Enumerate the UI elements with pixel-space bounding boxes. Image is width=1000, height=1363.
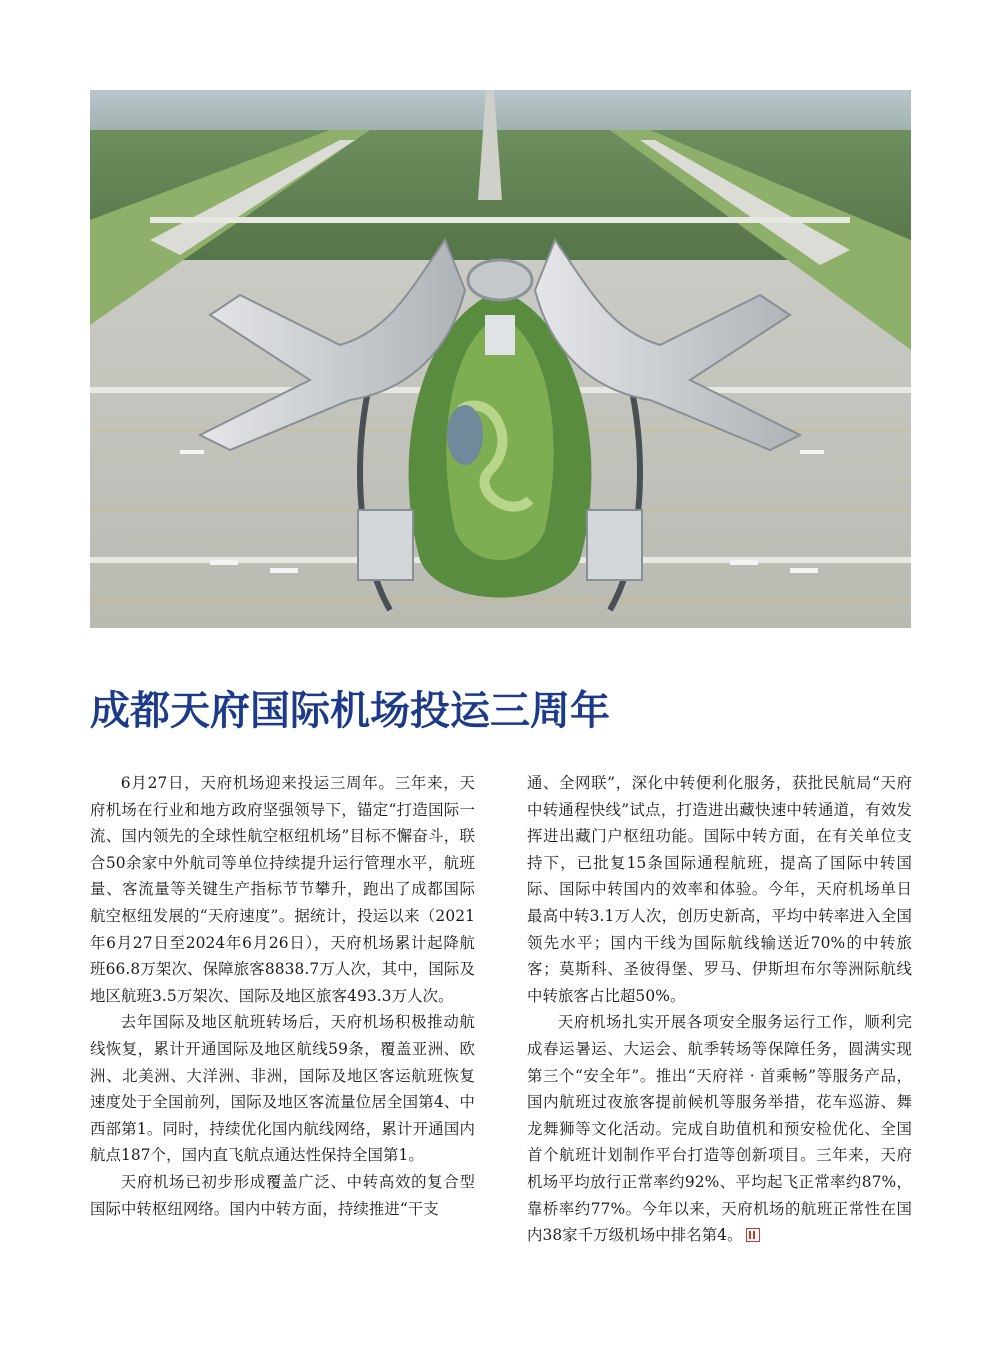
paragraph-transfer-continued: 通、全网联”，深化中转便利化服务，获批民航局“天府中转通程快线”试点，打造进出藏快速中转通道，有效发挥进出藏门户枢纽功能。国际中转方面，在有关单位支持下，已批复15条国际通程航班，提高了国际中转国际、国际中转国内的效率和体验。今年，天府机场单日最高中转3.1万人次，创历史新高，平均中转率进入全国领先水平；国内干线为国际航线输送近70%的中转旅客；莫斯科、圣彼得堡、罗马、伊斯坦布尔等洲际航线中转旅客占比超50%。 xyxy=(527,774,912,1005)
body-column-right xyxy=(527,770,912,1249)
end-mark-icon xyxy=(746,1228,760,1242)
article-title: 成都天府国际机场投运三周年 xyxy=(90,687,610,734)
paragraph-transfer-network: 天府机场已初步形成覆盖广泛、中转高效的复合型国际中转枢纽网络。国内中转方面，持续推进“干支 xyxy=(90,1172,475,1218)
paragraph-safety-service-text: 天府机场扎实开展各项安全服务运行工作，顺利完成春运暑运、大运会、航季转场等保障任务，圆满实现第三个“安全年”。推出“天府祥 · 首乘畅”等服务产品，国内航班过夜旅客提前候机等服务举措，花车巡游、舞龙舞狮等文化活动。完成自助值机和预安检优化、全国首个航班计划制作平台打造等创新项目。三年来，天府机场平均放行正常率约92%、平均起飞正常率约87%，靠桥率约77%。今年以来，天府机场的航班正常性在国内38家千万级机场中排名第4。 xyxy=(527,1013,912,1245)
paragraph-international-routes: 去年国际及地区航班转场后，天府机场积极推动航线恢复，累计开通国际及地区航线59条，覆盖亚洲、欧洲、北美洲、大洋洲、非洲，国际及地区客运航班恢复速度处于全国前列，国际及地区客流量位居全国第4、中西部第1。同时，持续优化国内航线网络，累计开通国内航点187个，国内直飞航点通达性保持全国第1。 xyxy=(90,1013,475,1165)
paragraph-safety-service xyxy=(527,1009,912,1248)
paragraph-anniversary: 6月27日，天府机场迎来投运三周年。三年来，天府机场在行业和地方政府坚强领导下，锚定“打造国际一流、国内领先的全球性航空枢纽机场”目标不懈奋斗，联合50余家中外航司等单位持续提升运行管理水平，航班量、客流量等关键生产指标节节攀升，跑出了成都国际航空枢纽发展的“天府速度”。据统计，投运以来（2021年6月27日至2024年6月26日），天府机场累计起降航班66.8万架次、保障旅客8838.7万人次，其中，国际及地区航班3.5万架次、国际及地区旅客493.3万人次。 xyxy=(90,774,475,1005)
article-body xyxy=(90,770,912,1249)
airport-aerial-photo xyxy=(90,90,911,628)
airport-aerial-illustration xyxy=(90,90,911,628)
body-column-left xyxy=(90,770,475,1249)
